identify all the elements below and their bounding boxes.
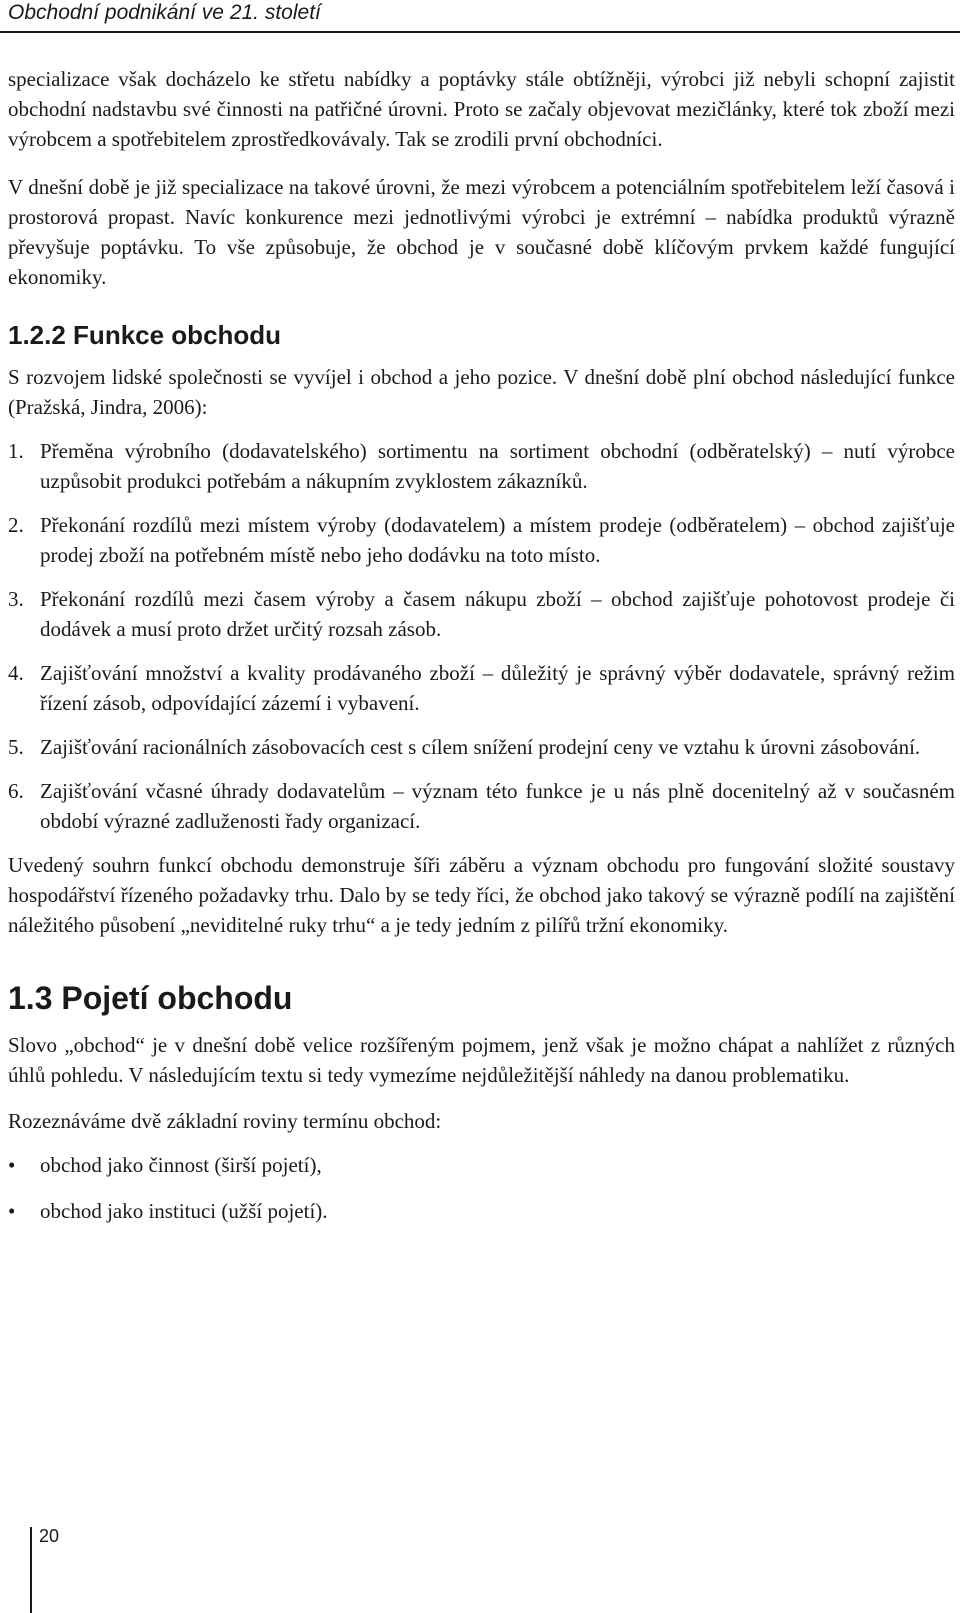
page-number: 20 [39, 1526, 60, 1546]
list-item [8, 436, 955, 496]
list-item [8, 1196, 955, 1226]
bullet-icon: • [8, 1199, 16, 1223]
list-item-number: 6. [8, 779, 24, 803]
list-item-text: obchod jako činnost (širší pojetí), [40, 1153, 322, 1177]
page-content [8, 64, 955, 1242]
paragraph-roviny-intro: Rozeznáváme dvě základní roviny termínu obchod: [8, 1109, 442, 1133]
list-item-number: 5. [8, 735, 24, 759]
running-header-title: Obchodní podnikání ve 21. století [8, 1, 321, 24]
list-item [8, 658, 955, 718]
paragraph-specializace: specializace však docházelo ke střetu nabídky a poptávky stále obtížněji, výrobci již nebyli schopní zajistit obchodní nadstavbu své činnosti na patřičné úrovni. Proto se začaly objevovat mezičlánky, které tok zboží mezi výrobcem a spotřebitelem zprostředkovávaly. Tak se zrodili první obchodníci. [8, 67, 955, 151]
functions-list [8, 436, 955, 836]
list-item-text: Zajišťování racionálních zásobovacích cest s cílem snížení prodejní ceny ve vztahu k úrovni zásobování. [40, 735, 921, 759]
list-item-text: Překonání rozdílů mezi místem výroby (dodavatelem) a místem prodeje (odběratelem) – obchod zajišťuje prodej zboží na potřebném místě nebo jeho dodávku na toto místo. [40, 513, 955, 567]
header-divider [0, 31, 960, 33]
list-item [8, 1150, 955, 1180]
paragraph-souhrn-funkci: Uvedený souhrn funkcí obchodu demonstruje šíři záběru a význam obchodu pro fungování složité soustavy hospodářství řízeného požadavky trhu. Dalo by se tedy říci, že obchod jako takový se výrazně podílí na zajištění náležitého působení „neviditelné ruky trhu“ a je tedy jedním z pilířů tržní ekonomiky. [8, 853, 955, 937]
list-item [8, 584, 955, 644]
bullet-icon: • [8, 1153, 16, 1177]
list-item [8, 776, 955, 836]
section-heading-funkce-obchodu: 1.2.2 Funkce obchodu [8, 320, 282, 350]
paragraph-funkce-intro: S rozvojem lidské společnosti se vyvíjel i obchod a jeho pozice. V dnešní době plní obchod následující funkce (Pražská, Jindra, 2006): [8, 365, 955, 419]
list-item-number: 4. [8, 661, 24, 685]
list-item-text: Zajišťování včasné úhrady dodavatelům – význam této funkce je u nás plně docenitelný až v současném období výrazné zadluženosti řady organizací. [40, 779, 955, 833]
roviny-list [8, 1150, 955, 1226]
list-item-number: 2. [8, 513, 24, 537]
list-item-text: Překonání rozdílů mezi časem výroby a časem nákupu zboží – obchod zajišťuje pohotovost prodeje či dodávek a musí proto držet určitý rozsah zásob. [40, 587, 955, 641]
footer-divider [30, 1527, 32, 1613]
list-item-number: 3. [8, 587, 24, 611]
list-item-number: 1. [8, 439, 24, 463]
list-item-text: obchod jako instituci (užší pojetí). [40, 1199, 328, 1223]
list-item-text: Přeměna výrobního (dodavatelského) sortimentu na sortiment obchodní (odběratelský) – nutí výrobce uzpůsobit produkci potřebám a nákupním zvyklostem zákazníků. [40, 439, 955, 493]
list-item-text: Zajišťování množství a kvality prodávaného zboží – důležitý je správný výběr dodavatele, správný režim řízení zásob, odpovídající zázemí i vybavení. [40, 661, 955, 715]
list-item [8, 510, 955, 570]
section-heading-pojeti-obchodu: 1.3 Pojetí obchodu [8, 980, 293, 1016]
paragraph-slovo-obchod: Slovo „obchod“ je v dnešní době velice rozšířeným pojmem, jenž však je možno chápat a nahlížet z různých úhlů pohledu. V následujícím textu si tedy vymezíme nejdůležitější náhledy na danou problematiku. [8, 1033, 955, 1087]
list-item [8, 732, 955, 762]
paragraph-dnesni-doba: V dnešní době je již specializace na takové úrovni, že mezi výrobcem a potenciálním spotřebitelem leží časová i prostorová propast. Navíc konkurence mezi jednotlivými výrobci je extrémní – nabídka produktů výrazně převyšuje poptávku. To vše způsobuje, že obchod je v současné době klíčovým prvkem každé fungující ekonomiky. [8, 175, 955, 289]
